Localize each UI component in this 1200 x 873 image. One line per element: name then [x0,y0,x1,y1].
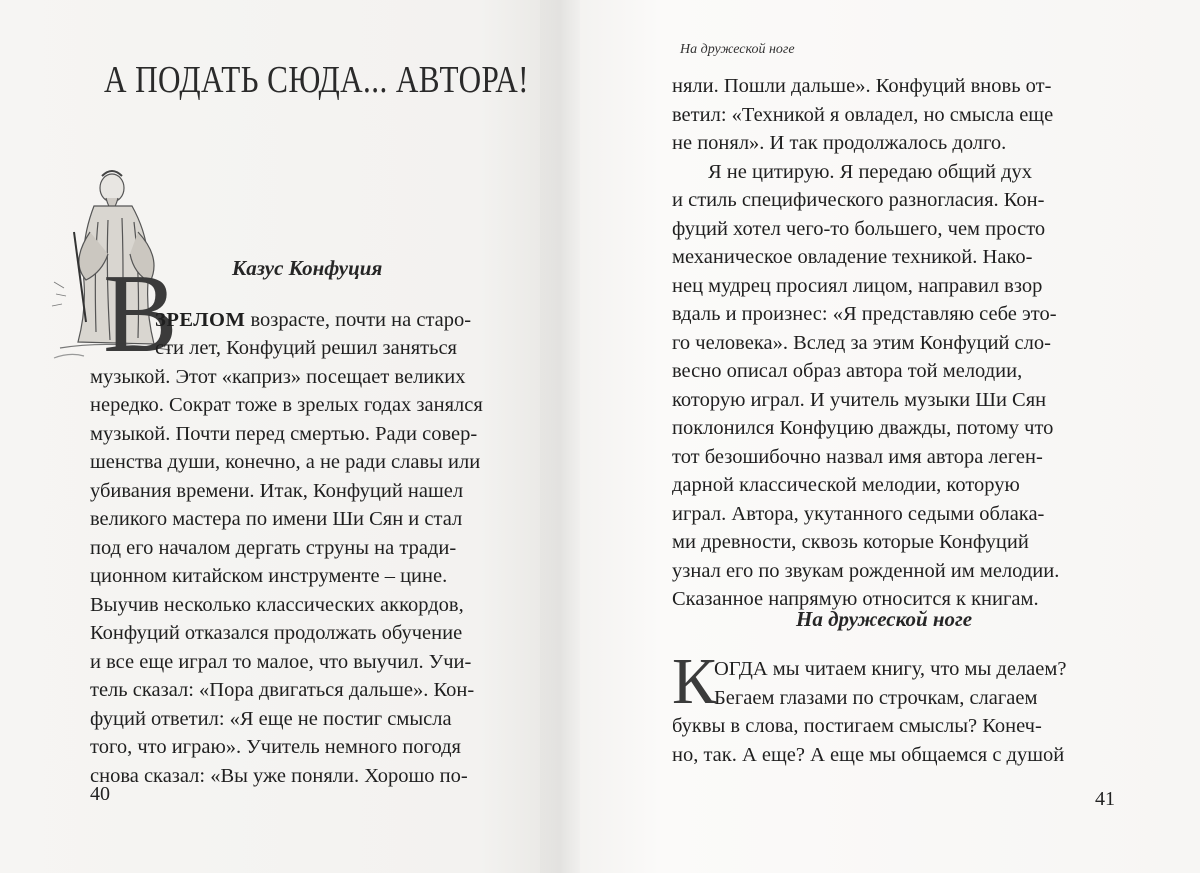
text-line: снова сказал: «Вы уже поняли. Хорошо по- [90,765,468,787]
page-number: 41 [1095,788,1115,810]
text-line: которую играл. И учитель музыки Ши Сян [672,389,1047,411]
drop-cap-k: К [672,645,717,718]
right-page [600,0,1200,873]
text-line: тот безошибочно назвал имя автора леген- [672,446,1043,468]
text-line: фуций хотел чего-то большего, чем просто [672,218,1046,240]
text-line: играл. Автора, укутанного седыми облака- [672,503,1045,525]
text-line: шенства души, конечно, а не ради славы или [90,451,481,473]
text-line: ЗРЕЛОМ возрасте, почти на старо- [155,309,472,331]
text-line: того, что играю». Учитель немного погодя [90,736,461,758]
text-line: Сказанное напрямую относится к книгам. [672,588,1039,610]
text-line: дарной классической мелодии, которую [672,474,1020,496]
text-line: механическое овладение техникой. Нако- [672,246,1033,268]
section-title-friendly-terms: На дружеской ноге [796,607,973,631]
left-page [0,0,560,873]
section-title-confucius: Казус Конфуция [232,256,383,280]
text-line: фуций ответил: «Я еще не постиг смысла [90,708,452,730]
text-line: узнал его по звукам рожденной им мелодии. [672,560,1060,582]
text-line: сти лет, Конфуций решил заняться [155,337,457,359]
text-line: ционном китайском инструменте – цине. [90,565,448,587]
text-line: под его началом дергать струны на тради- [90,537,457,559]
text-line: нец мудрец просиял лицом, направил взор [672,275,1043,297]
text-line: ОГДА мы читаем книгу, что мы делаем? [714,658,1067,680]
running-head: На дружеской ноге [680,42,795,57]
text-line: Бегаем глазами по строчкам, слагаем [714,687,1038,709]
text-line: буквы в слова, постигаем смыслы? Конеч- [672,715,1042,737]
text-line: великого мастера по имени Ши Сян и стал [90,508,463,530]
text-line: и стиль специфического разногласия. Кон- [672,189,1045,211]
text-line: Выучив несколько классических аккордов, [90,594,464,616]
drop-cap-v: В [103,252,176,376]
text-line: ми древности, сквозь которые Конфуций [672,531,1029,553]
text-line: тель сказал: «Пора двигаться дальше». Кон- [90,679,475,701]
chapter-title: А ПОДАТЬ СЮДА... АВТОРА! [104,59,529,101]
text-line: поклонился Конфуцию дважды, потому что [672,417,1054,439]
text-line: няли. Пошли дальше». Конфуций вновь от- [672,75,1052,97]
text-line: и все еще играл то малое, что выучил. Учи- [90,651,472,673]
text-line: Конфуций отказался продолжать обучение [90,622,463,644]
text-line: музыкой. Этот «каприз» посещает великих [90,366,466,388]
page-number: 40 [90,783,110,805]
text-line: Я не цитирую. Я передаю общий дух [708,161,1033,183]
text-line: вдаль и произнес: «Я представляю себе это- [672,303,1057,325]
text-line: не понял». И так продолжалось долго. [672,132,1007,154]
text-line: но, так. А еще? А еще мы общаемся с душой [672,744,1065,766]
text-line: го человека». Вслед за этим Конфуций сло- [672,332,1051,354]
text-line: нередко. Сократ тоже в зрелых годах занялся [90,394,483,416]
text-line: ветил: «Техникой я овладел, но смысла еще [672,104,1054,126]
text-line: музыкой. Почти перед смертью. Ради совер- [90,423,478,445]
text-line: весно описал образ автора той мелодии, [672,360,1023,382]
text-line: убивания времени. Итак, Конфуций нашел [90,480,464,502]
